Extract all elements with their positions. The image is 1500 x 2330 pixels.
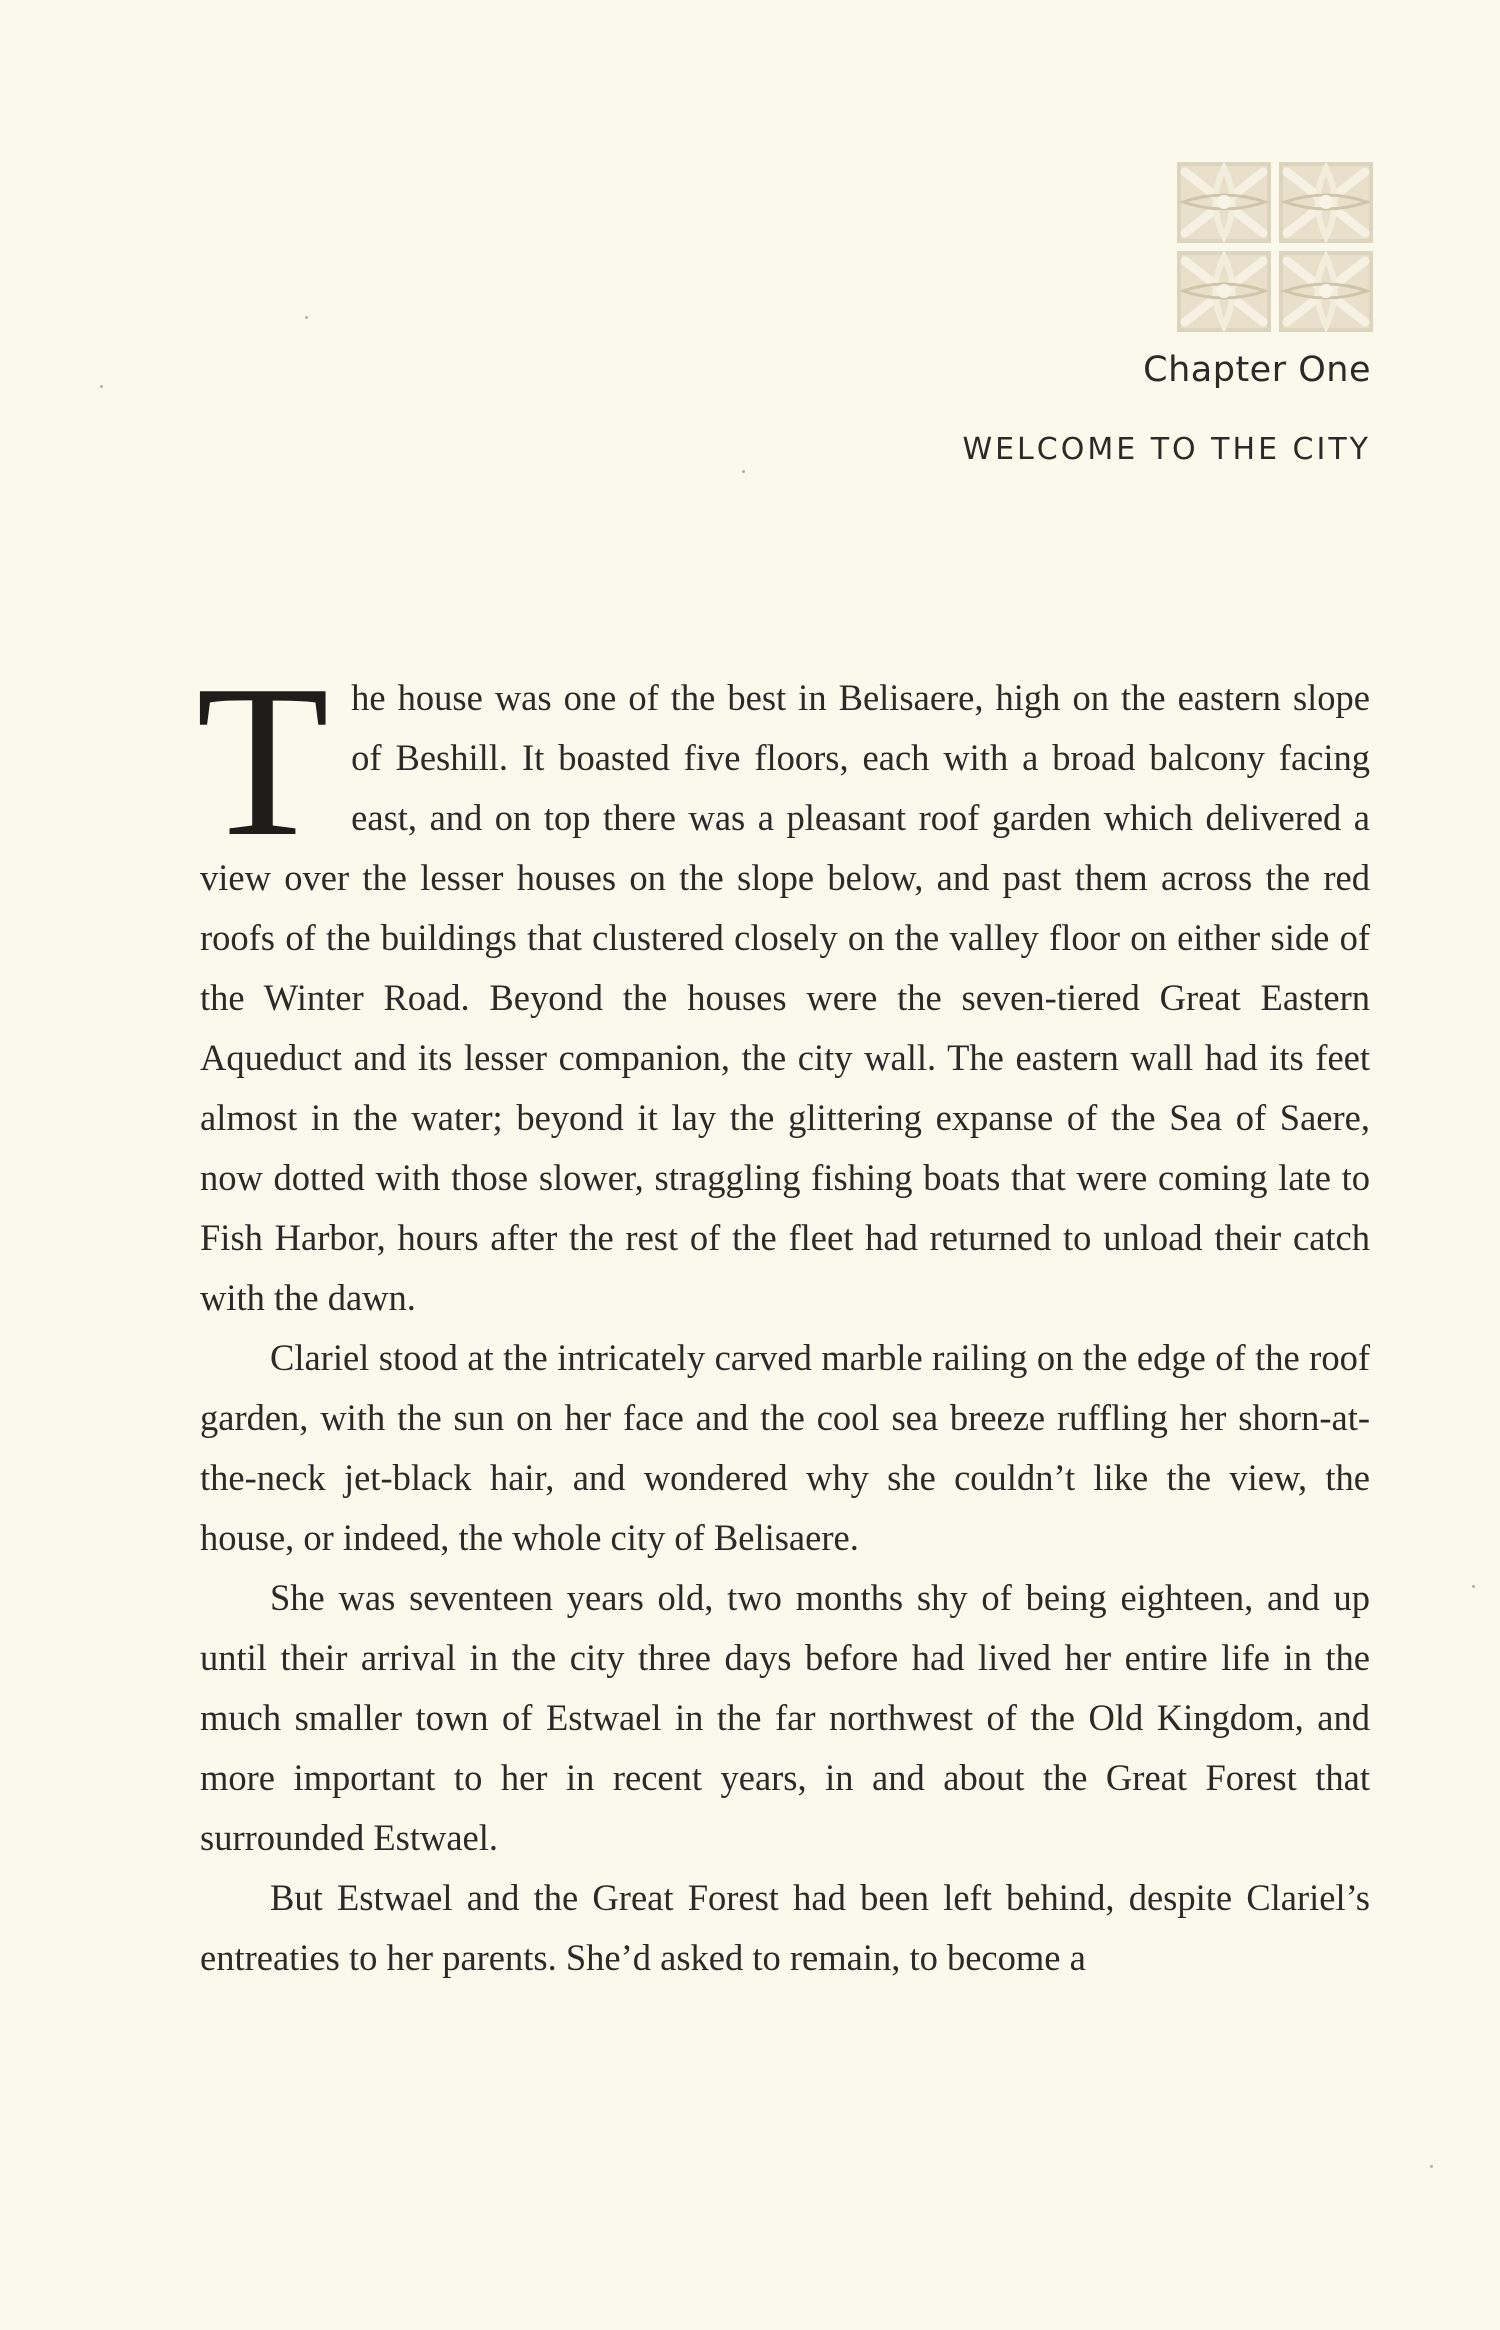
lattice-ornament-icon (1177, 162, 1373, 332)
paragraph-2: Clariel stood at the intricately carved marble railing on the edge of the roof garden, with the sun on her face and the cool sea breeze ruffling her shorn-at-the-neck jet-black hair, and wondered why she couldn’t like the view, the house, or indeed, the whole city of Belisaere. (200, 1337, 1370, 1558)
paragraph-1-text: he house was one of the best in Belisaere, high on the eastern slope of Beshill. It boasted five floors, each with a broad balcony facing east, and on top there was a pleasant roof garden which delivered a view over the lesser houses on the slope below, and past them across the red roofs of the buildings that clustered closely on the valley floor on either side of the Winter Road. Beyond the houses were the seven-tiered Great Eastern Aqueduct and its lesser companion, the city wall. The eastern wall had its feet almost in the water; beyond it lay the glittering expanse of the Sea of Saere, now dotted with those slower, straggling fishing boats that were coming late to Fish Harbor, hours after the rest of the fleet had returned to unload their catch with the dawn. (200, 677, 1370, 1318)
paragraph-1 (196, 641, 1370, 1328)
paragraph-3: She was seventeen years old, two months shy of being eighteen, and up until their arrival in the city three days before had lived her entire life in the much smaller town of Estwael in the far northwest of the Old Kingdom, and more important to her in recent years, in and about the Great Forest that surrounded Estwael. (200, 1577, 1370, 1858)
chapter-number: Chapter One (1143, 350, 1371, 390)
paper-speck (305, 316, 308, 319)
paper-speck (742, 470, 745, 473)
paper-speck (1472, 1585, 1475, 1588)
chapter-title: WELCOME TO THE CITY (962, 432, 1371, 467)
drop-cap: T (196, 641, 330, 882)
paper-speck (1430, 2165, 1433, 2168)
paragraph-4: But Estwael and the Great Forest had been left behind, despite Clariel’s entreaties to her parents. She’d asked to remain, to become a (200, 1877, 1370, 1978)
paper-speck (100, 385, 103, 388)
chapter-body (196, 641, 1370, 1988)
